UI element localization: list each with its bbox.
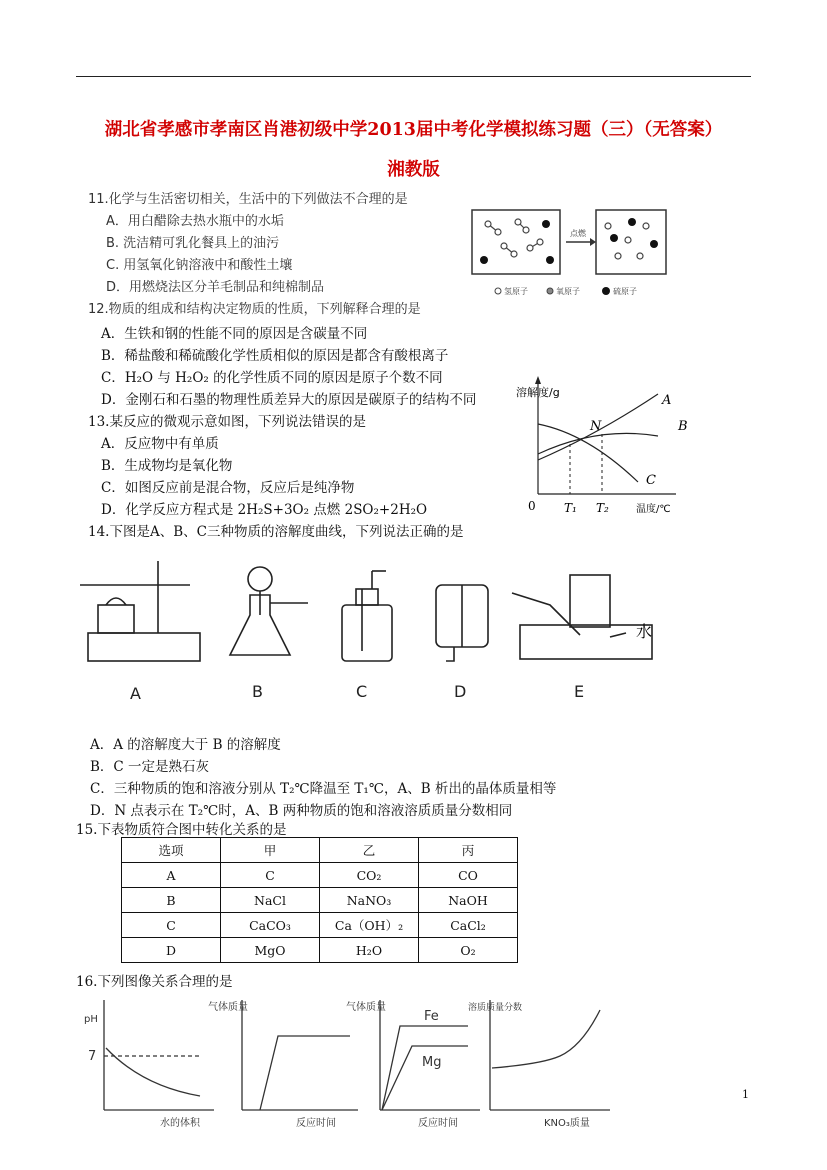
g3-series-mg: Mg xyxy=(422,1055,442,1070)
q16-graphs xyxy=(82,996,622,1130)
g1-ytick: 7 xyxy=(88,1049,97,1064)
g3-series-fe: Fe xyxy=(424,1009,439,1024)
g1-xlabel: 水的体积 xyxy=(160,1118,200,1129)
table-cell: CaCl₂ xyxy=(419,913,518,938)
q12-option-b: B．稀盐酸和稀硫酸化学性质相似的原因是都含有酸根离子 xyxy=(101,348,449,364)
apparatus-label-e: E xyxy=(574,682,585,701)
header-rule xyxy=(76,76,751,77)
table-row xyxy=(122,938,518,963)
g3-xlabel: 反应时间 xyxy=(418,1118,458,1129)
q16-stem: 16.下列图像关系合理的是 xyxy=(76,974,233,990)
header-cell: 乙 xyxy=(320,838,419,863)
g2-ylabel: 气体质量 xyxy=(208,1002,248,1013)
apparatus-label-b: B xyxy=(252,682,263,701)
g2-xlabel: 反应时间 xyxy=(296,1118,336,1129)
table-cell: O₂ xyxy=(419,938,518,963)
g1-ylabel: pH xyxy=(84,1014,98,1025)
page-number: 1 xyxy=(742,1088,749,1101)
table-cell: B xyxy=(122,888,221,913)
tick-t1: T₁ xyxy=(564,501,577,515)
q14-option-a: A．A 的溶解度大于 B 的溶解度 xyxy=(90,737,281,753)
curve-label-c: C xyxy=(646,473,656,488)
curve-label-b: B xyxy=(678,419,688,434)
table-header-row xyxy=(122,838,518,863)
curve-label-a: A xyxy=(662,393,672,408)
q15-stem: 15.下表物质符合图中转化关系的是 xyxy=(76,822,287,838)
q14-option-c: C．三种物质的饱和溶液分别从 T₂℃降温至 T₁℃，A、B 析出的晶体质量相等 xyxy=(90,781,557,797)
q15-table xyxy=(121,837,518,963)
q13-option-c: C．如图反应前是混合物，反应后是纯净物 xyxy=(101,480,355,496)
q11-option-a: A．用白醋除去热水瓶中的水垢 xyxy=(106,214,284,229)
table-cell: CaCO₃ xyxy=(221,913,320,938)
table-cell: A xyxy=(122,863,221,888)
q11-option-d: D．用燃烧法区分羊毛制品和纯棉制品 xyxy=(106,280,325,295)
q14-option-b: B．C 一定是熟石灰 xyxy=(90,759,210,775)
solubility-curve-figure xyxy=(508,374,688,522)
q11-stem: 11.化学与生活密切相关，生活中的下列做法不合理的是 xyxy=(88,192,408,207)
table-row xyxy=(122,888,518,913)
solubility-xlabel: 温度/℃ xyxy=(636,504,671,515)
solubility-ylabel: 溶解度/g xyxy=(516,386,560,399)
apparatus-label-d: D xyxy=(454,682,467,701)
table-cell: H₂O xyxy=(320,938,419,963)
q14-stem: 14.下图是A、B、C三种物质的溶解度曲线，下列说法正确的是 xyxy=(88,524,464,540)
q11-option-b: B. 洗洁精可乳化餐具上的油污 xyxy=(106,236,280,251)
q13-option-a: A．反应物中有单质 xyxy=(101,436,219,452)
q12-option-d: D．金刚石和石墨的物理性质差异大的原因是碳原子的结构不同 xyxy=(101,392,477,408)
page-subtitle: 湘教版 xyxy=(387,160,440,180)
q12-option-c: C．H₂O 与 H₂O₂ 的化学性质不同的原因是原子个数不同 xyxy=(101,370,443,386)
reaction-arrow-label: 点燃 xyxy=(570,229,586,238)
header-cell: 丙 xyxy=(419,838,518,863)
q13-option-d: D．化学反应方程式是 2H₂S+3O₂ 点燃 2SO₂+2H₂O xyxy=(101,502,428,518)
legend-hydrogen: 氢原子 xyxy=(504,287,528,296)
q14-option-d: D．N 点表示在 T₂℃时，A、B 两种物质的饱和溶液溶质质量分数相同 xyxy=(90,803,513,819)
table-cell: NaCl xyxy=(221,888,320,913)
table-cell: CO xyxy=(419,863,518,888)
q12-option-a: A．生铁和钢的性能不同的原因是含碳量不同 xyxy=(101,326,368,342)
q11-option-c: C. 用氢氧化钠溶液中和酸性土壤 xyxy=(106,258,293,273)
table-cell: CO₂ xyxy=(320,863,419,888)
table-row xyxy=(122,863,518,888)
g4-xlabel: KNO₃质量 xyxy=(544,1118,590,1129)
g3-ylabel: 气体质量 xyxy=(346,1002,386,1013)
legend-sulfur: 硫原子 xyxy=(613,287,637,296)
page-title: 湖北省孝感市孝南区肖港初级中学2013届中考化学模拟练习题（三）（无答案） xyxy=(104,120,723,140)
table-cell: C xyxy=(221,863,320,888)
table-cell: NaNO₃ xyxy=(320,888,419,913)
header-cell: 甲 xyxy=(221,838,320,863)
apparatus-figure xyxy=(80,555,680,705)
apparatus-label-c: C xyxy=(356,682,368,701)
legend-oxygen: 氧原子 xyxy=(556,287,580,296)
table-cell: D xyxy=(122,938,221,963)
table-cell: MgO xyxy=(221,938,320,963)
q13-option-b: B．生成物均是氧化物 xyxy=(101,458,233,474)
apparatus-label-a: A xyxy=(130,684,141,703)
table-cell: NaOH xyxy=(419,888,518,913)
tick-t2: T₂ xyxy=(596,501,609,515)
water-label: 水 xyxy=(636,622,653,641)
molecule-reaction-figure xyxy=(468,204,673,300)
header-cell: 选项 xyxy=(122,838,221,863)
q12-stem: 12.物质的组成和结构决定物质的性质，下列解释合理的是 xyxy=(88,302,421,317)
point-label-n: N xyxy=(590,419,602,434)
q13-stem: 13.某反应的微观示意如图，下列说法错误的是 xyxy=(88,414,366,430)
g4-ylabel: 溶质质量分数 xyxy=(468,1003,523,1013)
table-cell: C xyxy=(122,913,221,938)
table-row xyxy=(122,913,518,938)
table-cell: Ca（OH）₂ xyxy=(320,913,419,938)
origin-label: 0 xyxy=(528,499,536,513)
